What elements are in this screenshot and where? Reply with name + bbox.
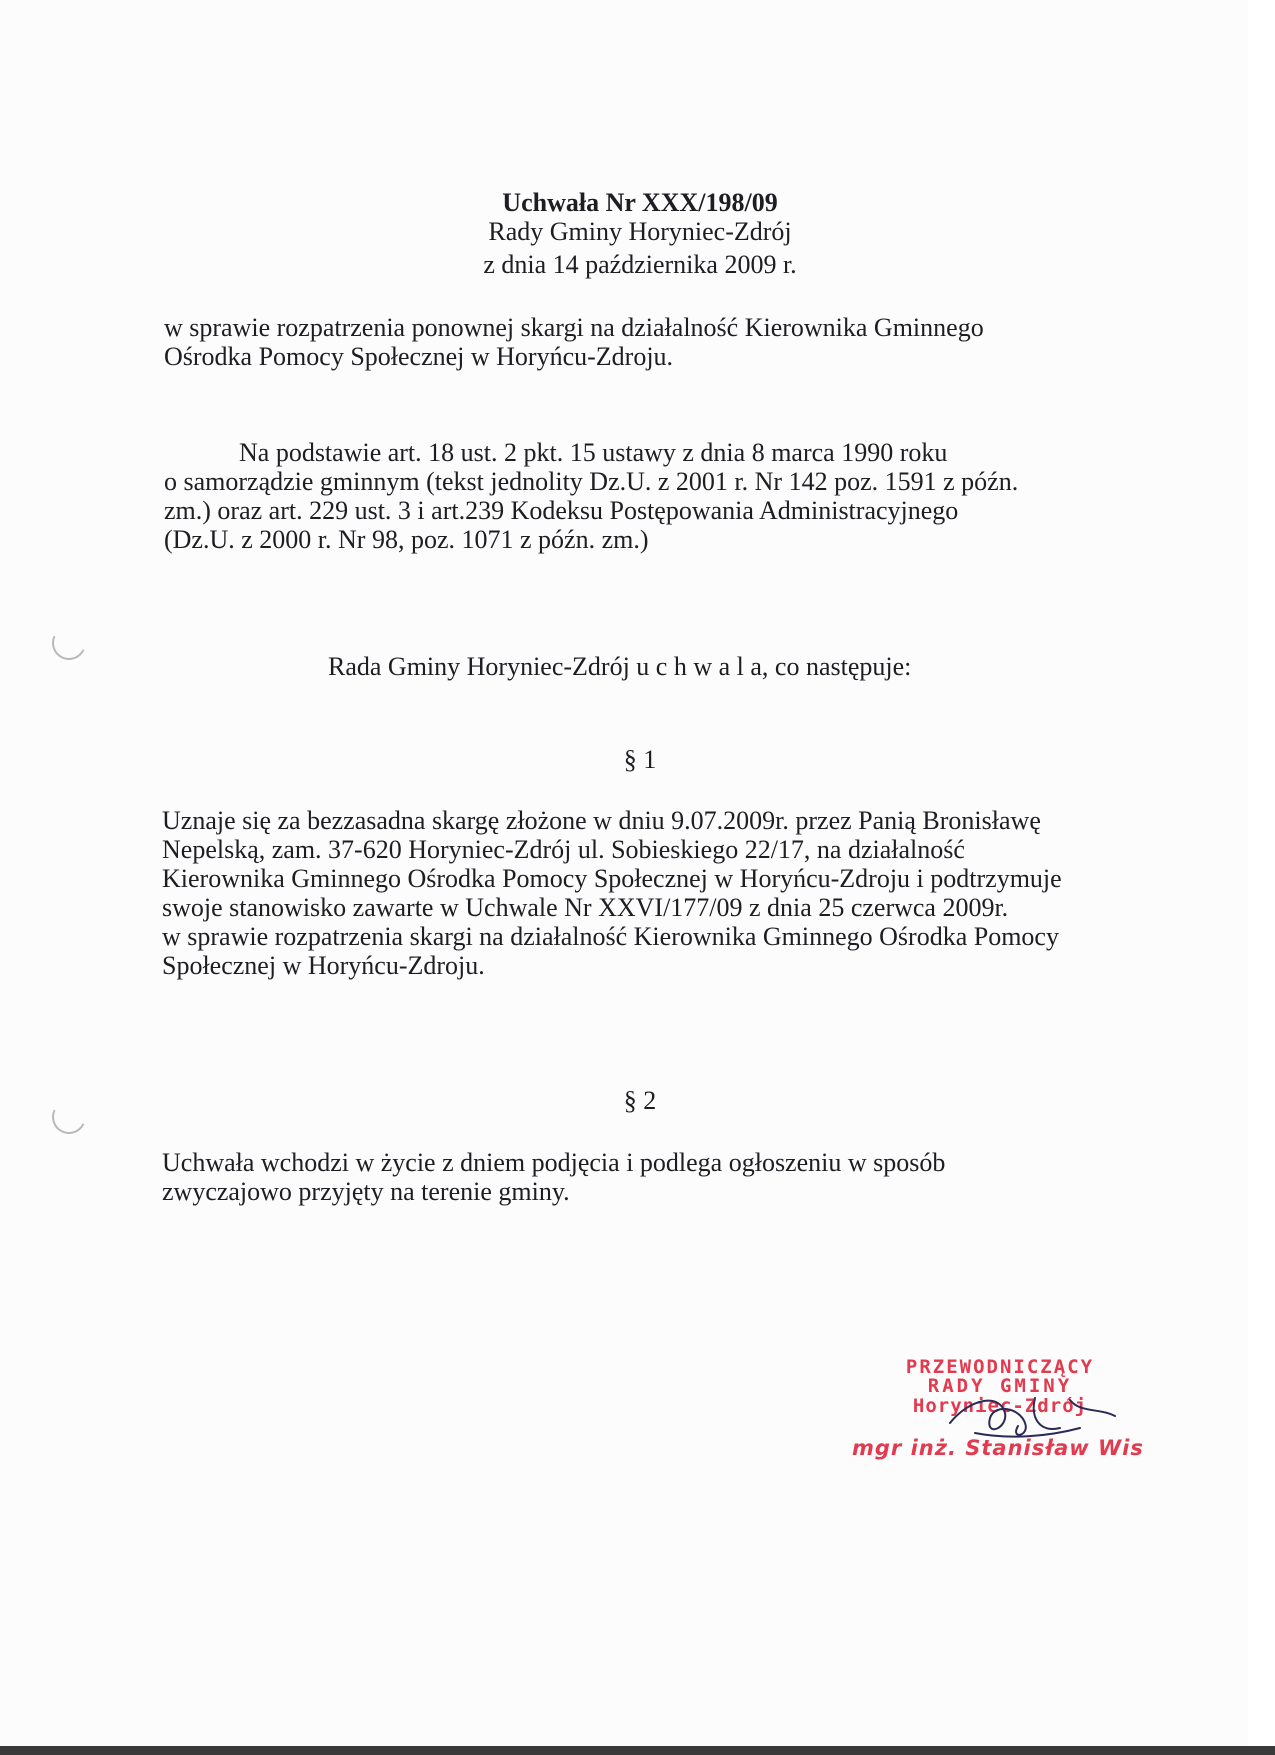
legal-basis-line: (Dz.U. z 2000 r. Nr 98, poz. 1071 z późn. zm.) — [164, 525, 649, 554]
section-2-line: zwyczajowo przyjęty na terenie gminy. — [162, 1177, 570, 1206]
punch-hole-top — [47, 621, 91, 665]
section-2-label: § 2 — [623, 1086, 657, 1115]
section-2-line: Uchwała wchodzi w życie z dniem podjęcia i podlega ogłoszeniu w sposób — [162, 1148, 946, 1177]
subject-paragraph — [164, 313, 984, 371]
section-1-line: swoje stanowisko zawarte w Uchwale Nr XXVI/177/09 z dnia 25 czerwca 2009r. — [162, 893, 1009, 922]
section-1-line: w sprawie rozpatrzenia skargi na działalność Kierownika Gminnego Ośrodka Pomocy — [162, 922, 1059, 951]
scan-edge-bottom — [0, 1746, 1275, 1755]
section-1-line: Społecznej w Horyńcu-Zdroju. — [162, 951, 485, 980]
section-1-text — [162, 806, 1062, 980]
legal-basis-paragraph — [164, 438, 1018, 554]
subject-line: w sprawie rozpatrzenia ponownej skargi na działalność Kierownika Gminnego — [164, 313, 984, 342]
stamp-signatory: mgr inż. Stanisław Wis — [852, 1436, 1144, 1460]
legal-basis-line: zm.) oraz art. 229 ust. 3 i art.239 Kodeksu Postępowania Administracyjnego — [164, 496, 959, 525]
council-name: Rady Gminy Horyniec-Zdrój — [488, 217, 792, 246]
punch-hole-bottom — [47, 1095, 91, 1139]
section-1-line: Kierownika Gminnego Ośrodka Pomocy Społecznej w Horyńcu-Zdroju i podtrzymuje — [162, 864, 1062, 893]
section-1-line: Uznaje się za bezzasadna skargę złożone w dniu 9.07.2009r. przez Panią Bronisławę — [162, 806, 1041, 835]
handwritten-signature — [930, 1378, 1130, 1458]
subject-line: Ośrodka Pomocy Społecznej w Horyńcu-Zdroju. — [164, 342, 674, 371]
resolves-statement: Rada Gminy Horyniec-Zdrój u c h w a l a, co następuje: — [328, 652, 912, 681]
legal-basis-line: o samorządzie gminnym (tekst jednolity Dz.U. z 2001 r. Nr 142 poz. 1591 z późn. — [164, 467, 1019, 496]
section-1-line: Nepelską, zam. 37-620 Horyniec-Zdrój ul. Sobieskiego 22/17, na działalność — [162, 835, 965, 864]
resolution-title: Uchwała Nr XXX/198/09 — [502, 188, 778, 217]
section-2-text — [162, 1148, 945, 1206]
section-1-label: § 1 — [623, 745, 657, 774]
stamp-location: Horyniec-Zdrój — [912, 1395, 1088, 1417]
stamp-title: PRZEWODNICZĄCY — [905, 1356, 1095, 1378]
legal-basis-line: Na podstawie art. 18 ust. 2 pkt. 15 ustawy z dnia 8 marca 1990 roku — [239, 438, 948, 467]
stamp-council: RADY GMINY — [927, 1375, 1073, 1397]
resolution-date: z dnia 14 października 2009 r. — [483, 250, 797, 279]
scan-margin-right — [1248, 0, 1275, 1755]
